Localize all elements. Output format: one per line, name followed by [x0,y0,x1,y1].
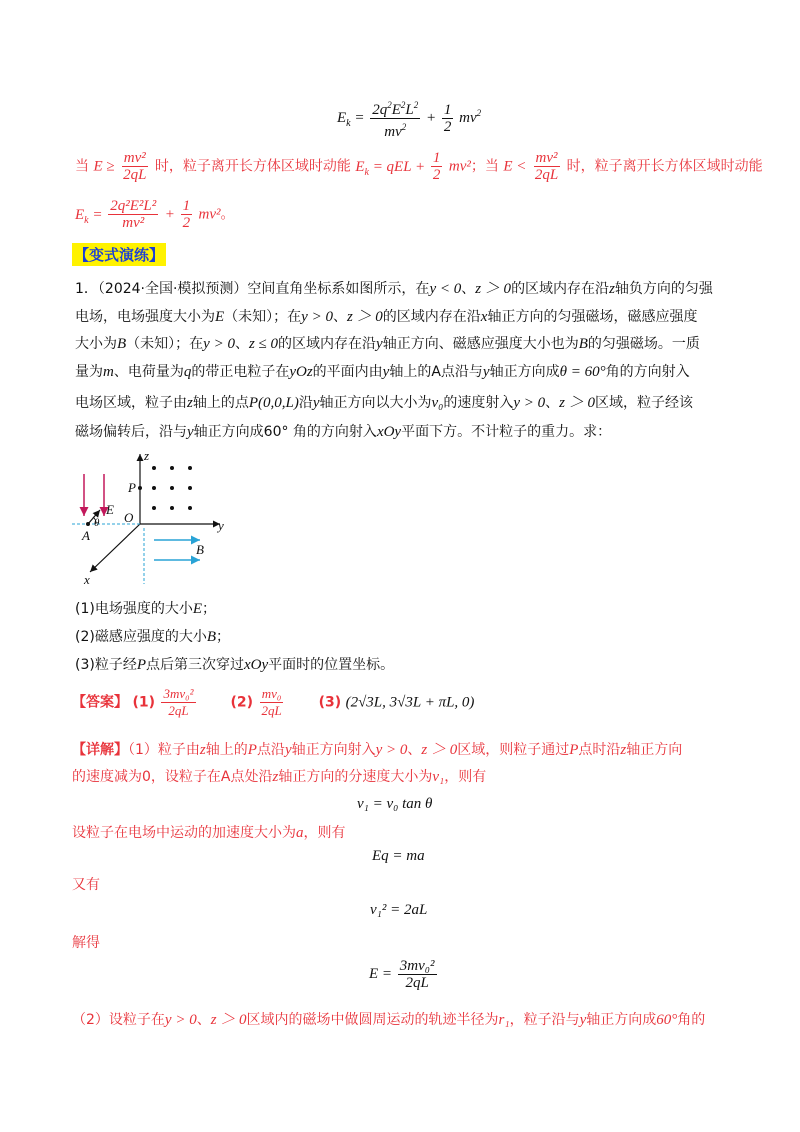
label-o: O [124,510,134,525]
detail-line-3: 设粒子在电场中运动的加速度大小为a，则有 [72,825,346,841]
question-1: (1)电场强度的大小E； [75,601,217,617]
detail-line-2: 的速度减为0，设粒子在A点处沿z轴正方向的分速度大小为v₁，则有 [72,769,487,785]
problem-line-2: 电场，电场强度大小为E（未知）；在y > 0、z ＞ 0的区域内存在沿x轴正方向的匀强磁场，磁感应强度 [75,309,698,325]
question-3: (3)粒子经P点后第三次穿过xOy平面时的位置坐标。 [75,657,395,673]
answer-line: 【答案】 (1) $\frac{\text{3mv₀²}}{2qL}$ (2) $\frac{\text{mv₀}}{2qL}$ (3) (2√3L, 3√3L + πL, 0) [72,686,475,718]
question-2: (2)磁感应强度的大小B； [75,629,231,645]
problem-line-6: 磁场偏转后，沿与y轴正方向成60° 角的方向射入xOy平面下方。不计粒子的重力。求： [75,424,612,440]
problem-line-3: 大小为B（未知）；在y > 0、z ≤ 0的区域内存在沿y轴正方向、磁感应强度大小也为B的匀强磁场。一质 [75,336,700,352]
label-z: z [144,448,150,463]
section-tag: 【变式演练】 [72,243,166,266]
equation-1: v₁ = v₀ tan θ [357,796,433,812]
point-a [86,522,90,526]
equation-2: Eq = ma [372,848,425,864]
detail-line-4: 又有 [72,877,100,893]
problem-line-4: 量为m、电荷量为q的带正电粒子在yOz的平面内由y轴上的A点沿与y轴正方向成θ = 60°角的方向射入 [75,364,690,380]
detail-line-6: （2）设粒子在y > 0、z ＞ 0区域内的磁场中做圆周运动的轨迹半径为r₁，粒子沿与y轴正方向成60°角的 [72,1012,706,1028]
condition-line-2: $E_k$ = $\frac{\text{2q²E²L²}}{\text{mv²}}$ + $\frac{1}{2}$ mv²。 [75,198,235,231]
point-p [138,486,142,490]
problem-line-5: 电场区域，粒子由z轴上的点P(0,0,L)沿y轴正方向以大小为v₀的速度射入y > 0、z ＞ 0区域，粒子经该 [75,395,694,411]
label-b: B [196,542,204,557]
equation-3: v₁² = 2aL [370,902,428,918]
label-x: x [84,572,90,587]
label-e: E [106,502,114,517]
label-a: A [82,528,90,543]
problem-line-1: 1．（2024·全国·模拟预测）空间直角坐标系如图所示，在y < 0、z ＞ 0的区域内存在沿z轴负方向的匀强 [75,281,713,297]
detail-line-5: 解得 [72,935,100,951]
x-axis [90,524,140,572]
coordinate-figure [72,448,252,588]
condition-line: 当 E ≥ $\frac{\text{mv²}}{2qL}$ 时，粒子离开长方体区域时动能 $E_k$ = qEL + $\frac{1}{2}$ mv²；当 E < $\frac{\text{mv²}}{2qL}$ 时，粒子离开长方体区域时动能 [75,150,763,183]
equation-4: E = $\frac{\text{3mv₀²}}{2qL}$ [369,958,435,991]
label-theta: θ [94,517,100,529]
label-p: P [128,480,136,495]
top-equation: $E_k$ = $\frac{2q^2E^2L^2}{mv^2}$ + $\frac{1}{2}$ $mv^2$ [337,97,481,140]
b-field-dots [152,466,192,510]
label-y: y [218,518,224,533]
detail-line-1: 【详解】（1）粒子由z轴上的P点沿y轴正方向射入y > 0、z ＞ 0区域，则粒子通过P点时沿z轴正方向 [72,742,683,758]
